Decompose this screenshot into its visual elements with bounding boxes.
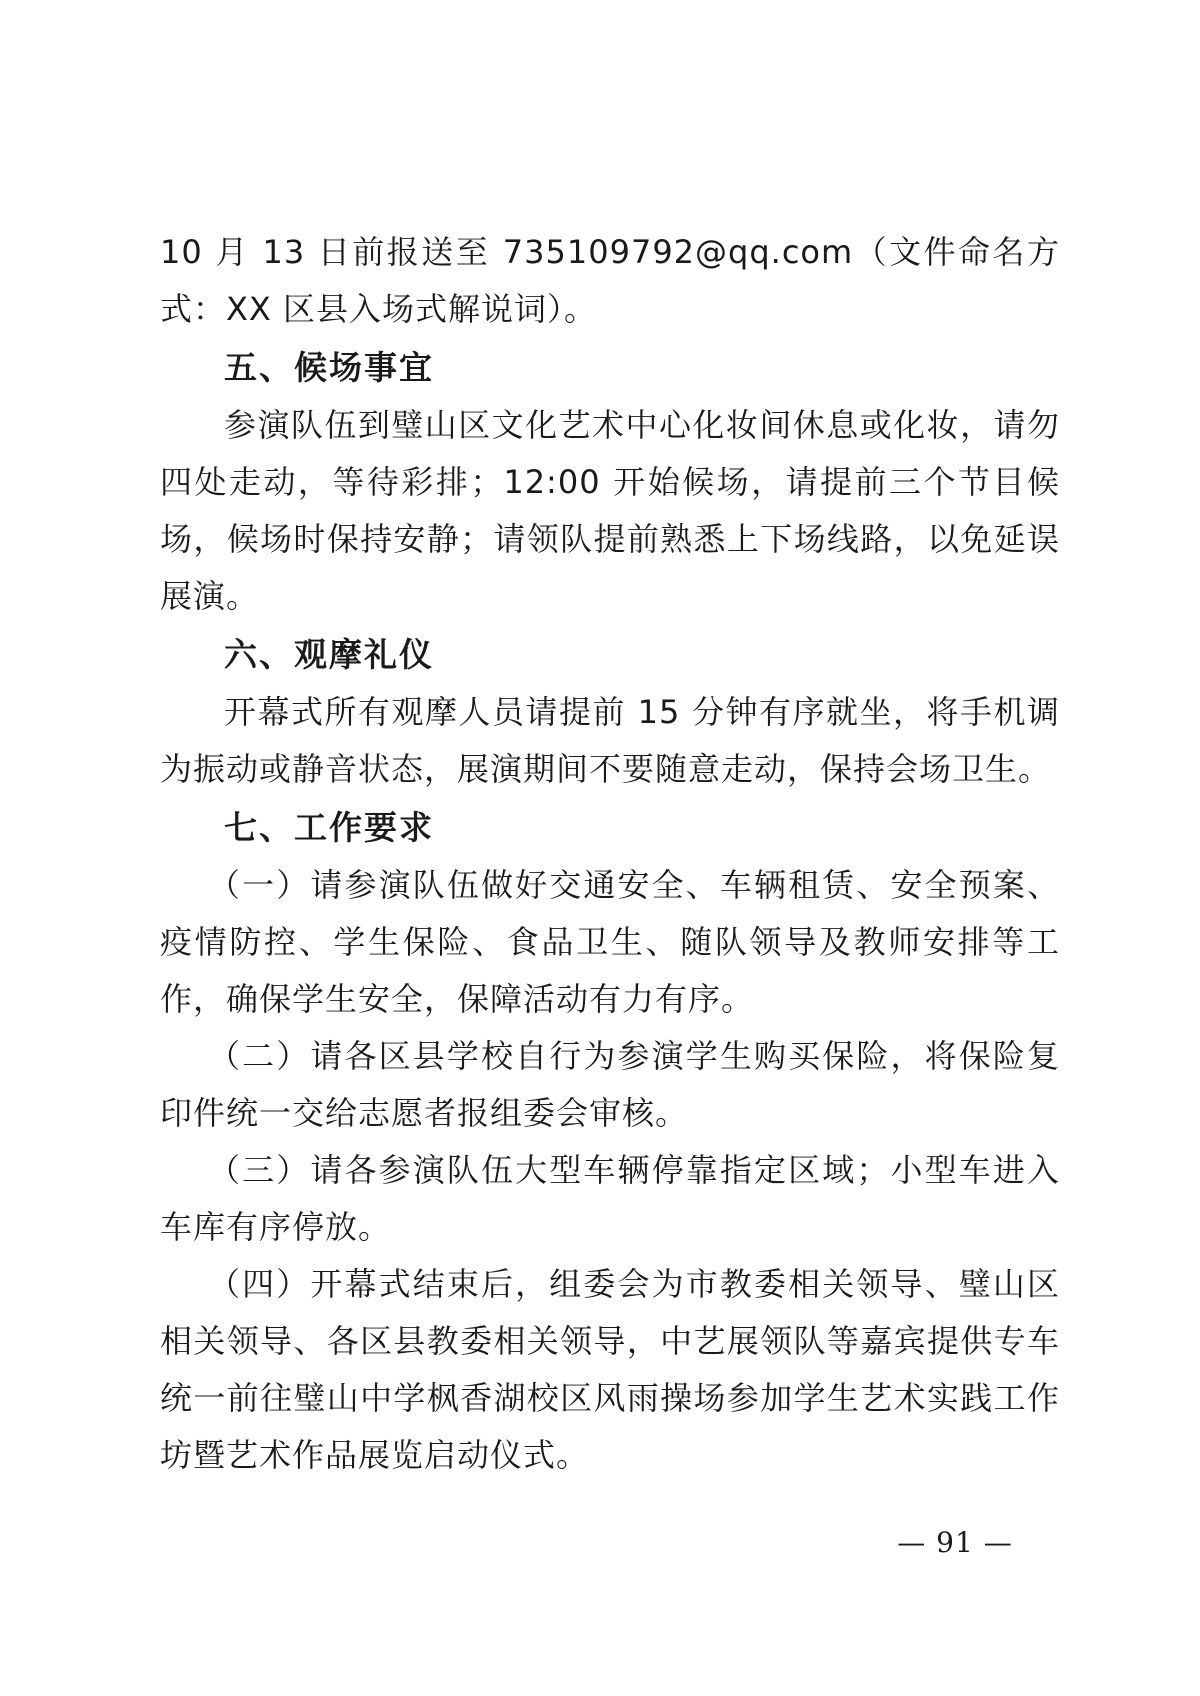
document-body xyxy=(160,224,1060,1484)
requirement-item-3: （三）请各参演队伍大型车辆停靠指定区域；小型车进入车库有序停放。 xyxy=(160,1151,1060,1246)
section-heading-requirements: 七、工作要求 xyxy=(224,808,434,847)
paragraph-waiting: 参演队伍到璧山区文化艺术中心化妆间休息或化妆，请勿四处走动，等待彩排；12:00 开始候场，请提前三个节目候场，候场时保持安静；请领队提前熟悉上下场线路，以免延误展演。 xyxy=(160,406,1060,615)
section-heading-waiting: 五、候场事宜 xyxy=(224,348,434,387)
page-number: — 91 — xyxy=(897,1526,1013,1559)
requirement-item-2: （二）请各区县学校自行为参演学生购买保险，将保险复印件统一交给志愿者报组委会审核。 xyxy=(160,1037,1060,1132)
section-heading-etiquette: 六、观摩礼仪 xyxy=(224,635,434,674)
paragraph-continuation: 10 月 13 日前报送至 735109792@qq.com（文件命名方式：XX 区县入场式解说词）。 xyxy=(160,233,1060,328)
paragraph-etiquette: 开幕式所有观摩人员请提前 15 分钟有序就坐，将手机调为振动或静音状态，展演期间不要随意走动，保持会场卫生。 xyxy=(160,693,1060,788)
requirement-item-4: （四）开幕式结束后，组委会为市教委相关领导、璧山区相关领导、各区县教委相关领导，中艺展领队等嘉宾提供专车统一前往璧山中学枫香湖校区风雨操场参加学生艺术实践工作坊暨艺术作品展览启动仪式。 xyxy=(160,1265,1060,1474)
requirement-item-1: （一）请参演队伍做好交通安全、车辆租赁、安全预案、疫情防控、学生保险、食品卫生、随队领导及教师安排等工作，确保学生安全，保障活动有力有序。 xyxy=(160,866,1060,1018)
